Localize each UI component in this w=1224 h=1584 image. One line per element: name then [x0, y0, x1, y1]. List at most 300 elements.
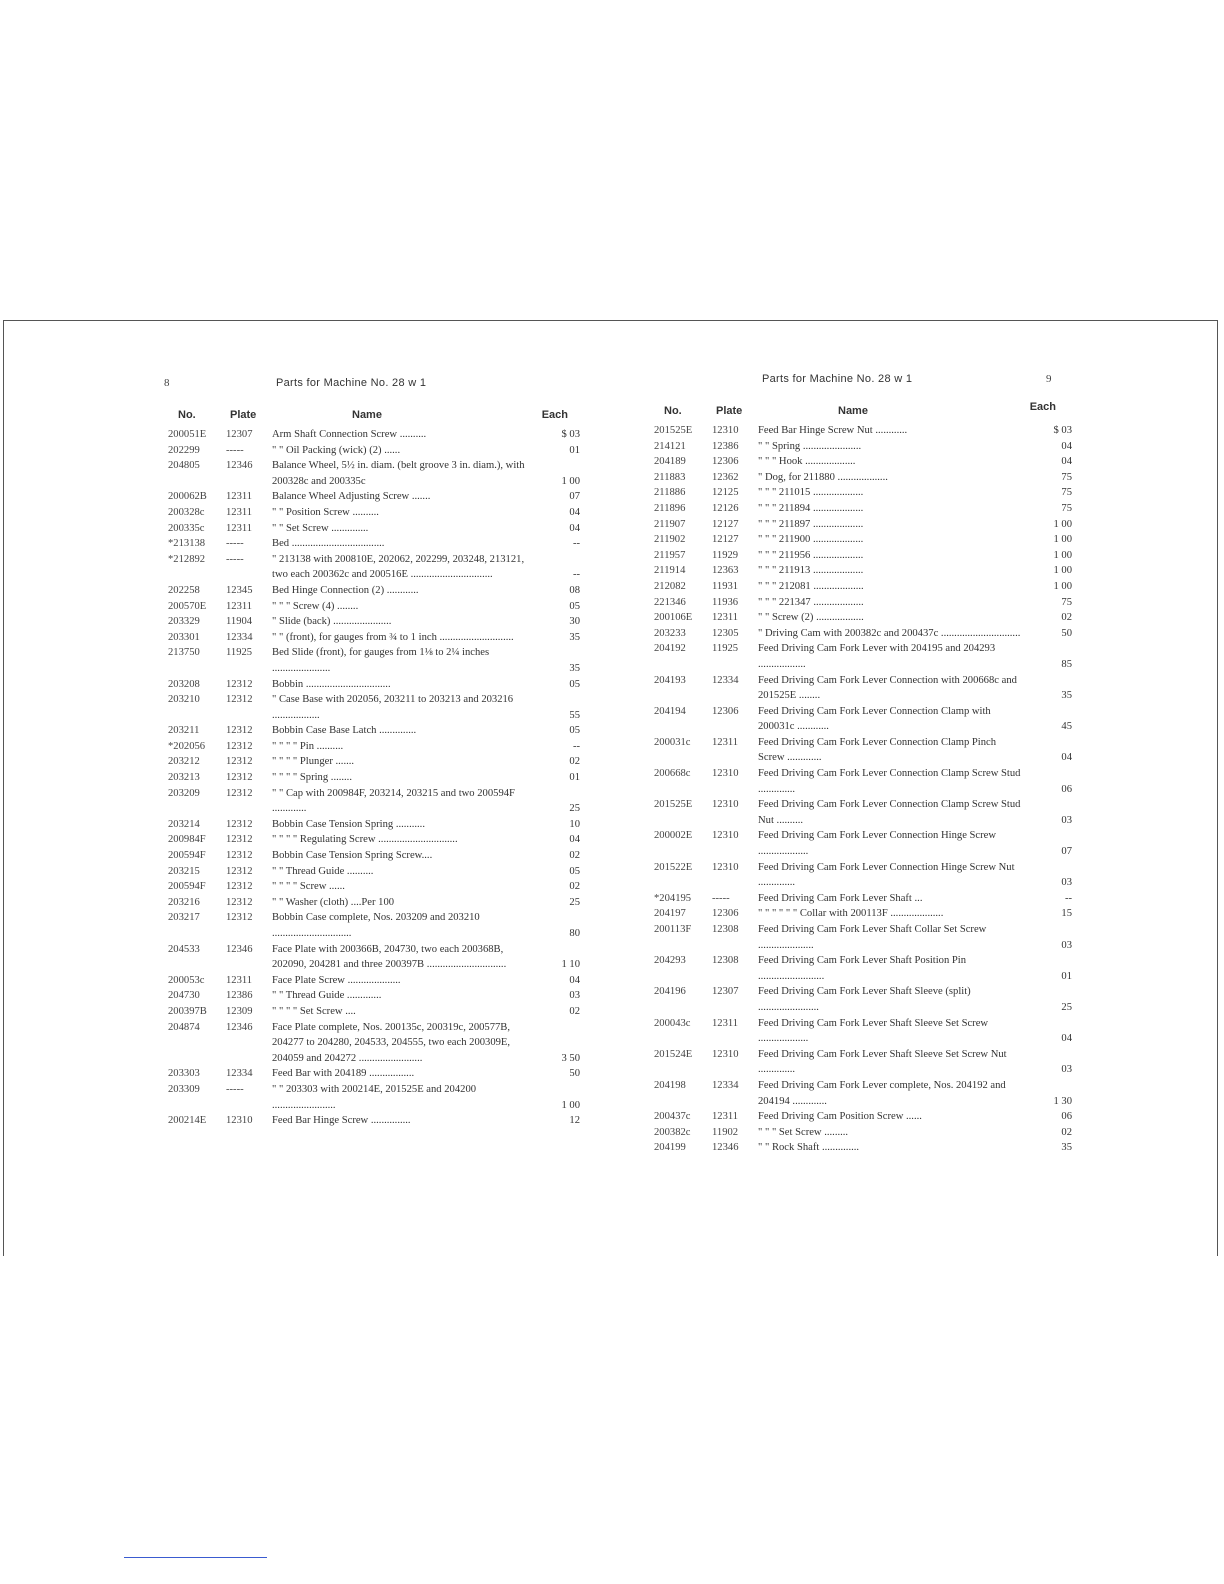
plate-number: 12312: [226, 834, 253, 846]
table-row: [168, 1004, 580, 1020]
part-name: " " " 211015 ...................: [758, 487, 864, 499]
table-row: [168, 988, 580, 1004]
plate-number: -----: [226, 1083, 244, 1095]
price-each: 75: [1061, 596, 1072, 608]
part-name: Feed Driving Cam Fork Lever Shaft Sleeve (split) .......................: [758, 986, 971, 1013]
part-number: 200002E: [654, 830, 693, 842]
plate-number: 12308: [712, 924, 739, 935]
price-each: 04: [1061, 1033, 1072, 1045]
price-each: 75: [1061, 471, 1072, 483]
part-number: 204189: [654, 456, 686, 468]
table-row: [168, 645, 580, 676]
part-name: " " " " Set Screw ....: [272, 1005, 356, 1017]
price-each: 35: [1061, 1142, 1072, 1154]
table-row: [654, 860, 1072, 891]
plate-number: 12309: [226, 1005, 253, 1017]
part-number: 200051E: [168, 429, 207, 440]
part-number: 203216: [168, 896, 200, 908]
table-row: [168, 973, 580, 989]
price-each: 02: [569, 756, 580, 768]
plate-number: 12363: [712, 565, 739, 577]
table-row: [654, 704, 1072, 735]
part-number: 203303: [168, 1068, 200, 1080]
part-name: " " Thread Guide ..........: [272, 865, 374, 877]
plate-number: -----: [712, 892, 730, 904]
part-name: " " " 221347 ...................: [758, 596, 864, 608]
price-each: 3 50: [561, 1052, 580, 1064]
part-number: 200984F: [168, 834, 206, 846]
plate-number: -----: [226, 553, 244, 565]
price-each: --: [572, 538, 580, 550]
table-row: [654, 673, 1072, 704]
part-name: Feed Driving Cam Fork Lever Shaft Position Pin .........................: [758, 955, 967, 982]
column-headers-right: [654, 401, 1072, 419]
part-number: 200062B: [168, 491, 207, 503]
part-name: " " Set Screw ..............: [272, 522, 369, 534]
table-row: [168, 879, 580, 895]
plate-number: 12312: [226, 865, 253, 877]
price-each: 02: [569, 1005, 580, 1017]
part-number: 212082: [654, 580, 686, 592]
part-name: " " Cap with 200984F, 203214, 203215 and two 200594F .............: [272, 787, 515, 815]
plate-number: 12127: [712, 518, 739, 530]
price-each: 50: [569, 1068, 580, 1080]
part-name: " " Thread Guide .............: [272, 990, 382, 1002]
price-each: 10: [569, 818, 580, 830]
part-name: Face Plate Screw ....................: [272, 974, 401, 986]
plate-number: 12310: [712, 799, 739, 811]
parts-list-right: [654, 423, 1072, 1156]
plate-number: 12307: [712, 986, 739, 998]
price-each: $ 03: [1053, 425, 1072, 436]
price-each: 06: [1061, 1111, 1072, 1123]
plate-number: 12312: [226, 756, 253, 768]
table-row: [168, 599, 580, 615]
part-number: 200594F: [168, 850, 206, 862]
price-each: 05: [569, 725, 580, 737]
table-row: [654, 579, 1072, 595]
part-number: 203208: [168, 678, 200, 690]
part-name: Feed Driving Cam Fork Lever Connection Clamp Screw Stud ..............: [758, 768, 1021, 795]
plate-number: 11902: [712, 1126, 739, 1138]
plate-number: 12311: [712, 736, 739, 748]
part-number: 211902: [654, 534, 686, 546]
part-number: 204196: [654, 986, 686, 998]
part-number: 203215: [168, 865, 200, 877]
part-name: Feed Driving Cam Fork Lever Shaft Sleeve Set Screw ...................: [758, 1017, 989, 1045]
part-name: Face Plate complete, Nos. 200135c, 200319c, 200577B, 204277 to 204280, 204533, 204555, two each 200309E, 204059 and 204272 ........................: [272, 1021, 511, 1064]
plate-number: 12312: [226, 678, 253, 690]
price-each: 07: [569, 491, 580, 503]
part-name: " " " " Pin ..........: [272, 740, 344, 752]
part-number: 203210: [168, 694, 200, 706]
plate-number: 12310: [712, 830, 739, 842]
part-name: " " 203303 with 200214E, 201525E and 204200 ........................: [272, 1083, 477, 1111]
page-header-right: Parts for Machine No. 28 w 1: [762, 373, 913, 385]
part-number: *212892: [168, 553, 206, 565]
part-name: Balance Wheel, 5½ in. diam. (belt groove 3 in. diam.), with 200328c and 200335c: [272, 460, 525, 487]
part-number: 204730: [168, 990, 200, 1002]
part-name: " " " " Screw ......: [272, 881, 345, 893]
part-name: Bobbin ................................: [272, 678, 391, 690]
table-row: [168, 817, 580, 833]
plate-number: 12310: [712, 425, 739, 436]
plate-number: 12307: [226, 429, 253, 440]
part-number: 214121: [654, 440, 686, 452]
price-each: 04: [569, 974, 580, 986]
part-number: 203329: [168, 616, 200, 628]
part-number: 200437c: [654, 1111, 691, 1123]
table-row: [168, 521, 580, 537]
price-each: 01: [569, 444, 580, 456]
part-number: 202258: [168, 584, 200, 596]
part-name: Feed Driving Cam Position Screw ......: [758, 1111, 922, 1123]
plate-number: 12312: [226, 787, 253, 799]
part-name: " Driving Cam with 200382c and 200437c ..............................: [758, 627, 1021, 639]
table-row: [168, 754, 580, 770]
part-number: 211914: [654, 565, 686, 577]
col-each: Each: [541, 409, 568, 421]
part-name: " Case Base with 202056, 203211 to 203213 and 203216 ..................: [272, 694, 514, 721]
table-row: [168, 630, 580, 646]
price-each: 55: [569, 709, 580, 721]
plate-number: 12346: [226, 460, 253, 472]
table-row: [168, 583, 580, 599]
part-number: 211883: [654, 471, 686, 483]
part-name: Arm Shaft Connection Screw ..........: [272, 429, 427, 440]
part-name: " " " 211894 ...................: [758, 502, 864, 514]
part-name: Feed Driving Cam Fork Lever complete, Nos. 204192 and 204194 .............: [758, 1079, 1006, 1107]
price-each: 75: [1061, 502, 1072, 514]
price-each: 02: [1061, 612, 1072, 624]
price-each: 04: [1061, 752, 1072, 764]
table-row: [168, 1113, 580, 1129]
price-each: 02: [1061, 1126, 1072, 1138]
part-number: 203301: [168, 631, 200, 643]
plate-number: 11936: [712, 596, 739, 608]
table-row: [654, 828, 1072, 859]
plate-number: 12312: [226, 850, 253, 862]
table-row: [654, 984, 1072, 1015]
price-each: 03: [1061, 814, 1072, 826]
plate-number: 12311: [226, 600, 253, 612]
part-number: 211957: [654, 549, 686, 561]
part-number: 204805: [168, 460, 200, 472]
price-each: 35: [569, 662, 580, 674]
price-each: 1 10: [561, 959, 580, 971]
table-row: [654, 439, 1072, 455]
plate-number: 12311: [712, 1111, 739, 1123]
table-row: [168, 723, 580, 739]
plate-number: 12334: [226, 631, 253, 643]
col-plate: Plate: [230, 409, 257, 421]
plate-number: 12306: [712, 456, 739, 468]
price-each: 85: [1061, 658, 1072, 670]
column-headers-left: [168, 409, 580, 423]
plate-number: 12346: [226, 1021, 253, 1033]
table-row: [168, 864, 580, 880]
plate-number: 12311: [226, 506, 253, 518]
table-row: [654, 532, 1072, 548]
table-row: [168, 536, 580, 552]
price-each: 50: [1061, 627, 1072, 639]
price-each: 25: [1061, 1001, 1072, 1013]
part-name: Feed Driving Cam Fork Lever Shaft ...: [758, 892, 923, 904]
price-each: 07: [1061, 846, 1072, 858]
table-row: [654, 735, 1072, 766]
table-row: [654, 1140, 1072, 1156]
part-number: 203213: [168, 772, 200, 784]
part-name: " 213138 with 200810E, 202062, 202299, 203248, 213121, two each 200362c and 200516E ...............................: [272, 553, 525, 581]
plate-number: 12312: [226, 896, 253, 908]
price-each: 1 00: [1053, 518, 1072, 530]
table-row: [168, 677, 580, 693]
part-name: Feed Driving Cam Fork Lever Connection Hinge Screw ...................: [758, 830, 997, 858]
part-number: 200113F: [654, 924, 692, 935]
plate-number: 12312: [226, 772, 253, 784]
price-each: 04: [569, 834, 580, 846]
table-row: [168, 1020, 580, 1067]
part-name: " " Spring ......................: [758, 440, 862, 452]
table-row: [168, 895, 580, 911]
table-row: [654, 470, 1072, 486]
part-number: 200382c: [654, 1126, 691, 1138]
part-name: " " " Screw (4) ........: [272, 600, 359, 612]
part-number: 204193: [654, 674, 686, 686]
plate-number: 12310: [712, 768, 739, 780]
plate-number: 12306: [712, 705, 739, 717]
part-number: 203214: [168, 818, 200, 830]
plate-number: -----: [226, 444, 244, 456]
table-row: [654, 906, 1072, 922]
table-row: [654, 953, 1072, 984]
page-number-right: 9: [1046, 373, 1052, 385]
part-number: 200053c: [168, 974, 205, 986]
table-row: [654, 641, 1072, 672]
price-each: 03: [1061, 877, 1072, 889]
table-row: [654, 797, 1072, 828]
price-each: 02: [569, 881, 580, 893]
col-each: Each: [1029, 401, 1056, 413]
part-number: 204197: [654, 908, 686, 920]
part-name: " " " 211897 ...................: [758, 518, 864, 530]
plate-number: 12312: [226, 725, 253, 737]
plate-number: 12126: [712, 502, 739, 514]
plate-number: 12345: [226, 584, 253, 596]
plate-number: 12311: [226, 974, 253, 986]
price-each: 1 00: [1053, 534, 1072, 546]
plate-number: 12308: [712, 955, 739, 967]
part-number: 204198: [654, 1079, 686, 1091]
part-name: " " " Set Screw .........: [758, 1126, 849, 1138]
part-name: " " " " Regulating Screw ..............................: [272, 834, 458, 846]
plate-number: 12310: [712, 1048, 739, 1060]
part-name: " " Oil Packing (wick) (2) ......: [272, 444, 401, 456]
part-name: " Slide (back) ......................: [272, 616, 392, 628]
part-number: 200335c: [168, 522, 205, 534]
page-spread: [3, 320, 1218, 1256]
col-name: Name: [838, 405, 868, 417]
part-name: Feed Bar Hinge Screw Nut ............: [758, 425, 908, 436]
part-name: " Dog, for 211880 ...................: [758, 471, 888, 483]
part-name: Feed Driving Cam Fork Lever Connection Clamp with 200031c ............: [758, 705, 991, 733]
price-each: 1 00: [561, 1099, 580, 1111]
table-row: [654, 626, 1072, 642]
part-number: 203211: [168, 725, 200, 737]
plate-number: 12312: [226, 912, 253, 924]
price-each: 01: [569, 772, 580, 784]
price-each: 45: [1061, 721, 1072, 733]
table-row: [654, 766, 1072, 797]
part-name: Feed Driving Cam Fork Lever with 204195 and 204293 ..................: [758, 643, 996, 670]
price-each: 25: [569, 803, 580, 815]
plate-number: 12312: [226, 694, 253, 706]
plate-number: 12311: [226, 522, 253, 534]
plate-number: -----: [226, 538, 244, 550]
plate-number: 11904: [226, 616, 253, 628]
part-name: Bobbin Case complete, Nos. 203209 and 203210 ..............................: [272, 912, 480, 939]
part-name: " " Rock Shaft ..............: [758, 1142, 860, 1154]
table-row: [654, 501, 1072, 517]
part-name: " " " 211913 ...................: [758, 565, 864, 577]
table-row: [654, 1016, 1072, 1047]
plate-number: 11925: [226, 647, 253, 659]
part-number: 200668c: [654, 768, 691, 780]
table-row: [168, 942, 580, 973]
table-row: [654, 1125, 1072, 1141]
part-number: 204199: [654, 1142, 686, 1154]
part-number: 211896: [654, 502, 686, 514]
table-row: [654, 563, 1072, 579]
part-number: 204533: [168, 943, 200, 955]
part-name: " " Position Screw ..........: [272, 506, 379, 518]
price-each: 1 00: [561, 475, 580, 487]
plate-number: 12310: [226, 1115, 253, 1127]
part-number: 201525E: [654, 799, 693, 811]
table-row: [654, 548, 1072, 564]
table-row: [654, 454, 1072, 470]
table-row: [168, 848, 580, 864]
table-row: [654, 595, 1072, 611]
part-name: " " " " " " Collar with 200113F ....................: [758, 908, 944, 920]
part-name: Feed Driving Cam Fork Lever Connection Hinge Screw Nut ..............: [758, 861, 1015, 889]
price-each: 12: [569, 1115, 580, 1127]
part-name: " " " " Spring ........: [272, 772, 352, 784]
table-row: [168, 489, 580, 505]
part-number: *204195: [654, 892, 692, 904]
part-number: 201525E: [654, 425, 693, 436]
price-each: 35: [1061, 690, 1072, 702]
price-each: --: [572, 740, 580, 752]
part-name: " " Screw (2) ..................: [758, 612, 864, 624]
part-name: Feed Bar Hinge Screw ...............: [272, 1115, 411, 1127]
part-number: 203212: [168, 756, 200, 768]
table-row: [168, 832, 580, 848]
price-each: 1 00: [1053, 565, 1072, 577]
table-row: [654, 1109, 1072, 1125]
plate-number: 12362: [712, 471, 739, 483]
part-number: 200397B: [168, 1005, 207, 1017]
price-each: 1 00: [1053, 580, 1072, 592]
part-number: 203233: [654, 627, 686, 639]
plate-number: 11931: [712, 580, 739, 592]
price-each: 15: [1061, 908, 1072, 920]
part-number: 204192: [654, 643, 686, 655]
table-row: [168, 692, 580, 723]
price-each: 04: [1061, 456, 1072, 468]
plate-number: 12386: [712, 440, 739, 452]
part-name: Feed Driving Cam Fork Lever Connection with 200668c and 201525E ........: [758, 674, 1017, 702]
price-each: 04: [569, 506, 580, 518]
price-each: 02: [569, 850, 580, 862]
plate-number: 12310: [712, 861, 739, 873]
table-row: [654, 610, 1072, 626]
part-name: " " (front), for gauges from ¾ to 1 inch ............................: [272, 631, 514, 643]
part-name: Feed Driving Cam Fork Lever Connection Clamp Screw Stud Nut ..........: [758, 799, 1021, 826]
plate-number: 12311: [712, 612, 739, 624]
table-row: [168, 427, 580, 443]
price-each: 06: [1061, 783, 1072, 795]
table-row: [168, 786, 580, 817]
table-row: [654, 517, 1072, 533]
part-number: 204194: [654, 705, 686, 717]
part-number: *213138: [168, 538, 206, 550]
table-row: [654, 922, 1072, 953]
part-name: Balance Wheel Adjusting Screw .......: [272, 491, 431, 503]
table-row: [168, 770, 580, 786]
price-each: 05: [569, 600, 580, 612]
price-each: 03: [1061, 1064, 1072, 1076]
table-row: [168, 910, 580, 941]
plate-number: 11929: [712, 549, 739, 561]
plate-number: 12312: [226, 881, 253, 893]
part-number: 203309: [168, 1083, 200, 1095]
page-number-left: 8: [164, 377, 170, 389]
plate-number: 12346: [226, 943, 253, 955]
part-number: 203217: [168, 912, 200, 924]
parts-list-left: [168, 427, 580, 1129]
part-number: 203209: [168, 787, 200, 799]
plate-number: 12312: [226, 818, 253, 830]
part-number: *202056: [168, 740, 206, 752]
price-each: 03: [1061, 939, 1072, 951]
part-name: " " " Hook ...................: [758, 456, 856, 468]
part-name: Feed Driving Cam Fork Lever Connection Clamp Pinch Screw .............: [758, 736, 997, 764]
plate-number: 12127: [712, 534, 739, 546]
plate-number: 12311: [712, 1017, 739, 1029]
col-name: Name: [352, 409, 382, 421]
table-row: [168, 1066, 580, 1082]
price-each: 80: [569, 928, 580, 939]
part-number: 201522E: [654, 861, 693, 873]
plate-number: 12346: [712, 1142, 739, 1154]
price-each: 04: [569, 522, 580, 534]
part-name: " " " 211900 ...................: [758, 534, 864, 546]
part-name: " " " " Plunger .......: [272, 756, 355, 768]
table-row: [654, 485, 1072, 501]
price-each: 1 00: [1053, 549, 1072, 561]
table-row: [168, 1082, 580, 1113]
part-number: 204293: [654, 955, 686, 967]
table-row: [168, 739, 580, 755]
price-each: 1 30: [1053, 1095, 1072, 1107]
part-number: 221346: [654, 596, 686, 608]
col-plate: Plate: [716, 405, 743, 417]
part-number: 201524E: [654, 1048, 693, 1060]
plate-number: 12334: [226, 1068, 253, 1080]
part-number: 204874: [168, 1021, 200, 1033]
part-name: Bobbin Case Base Latch ..............: [272, 725, 417, 737]
